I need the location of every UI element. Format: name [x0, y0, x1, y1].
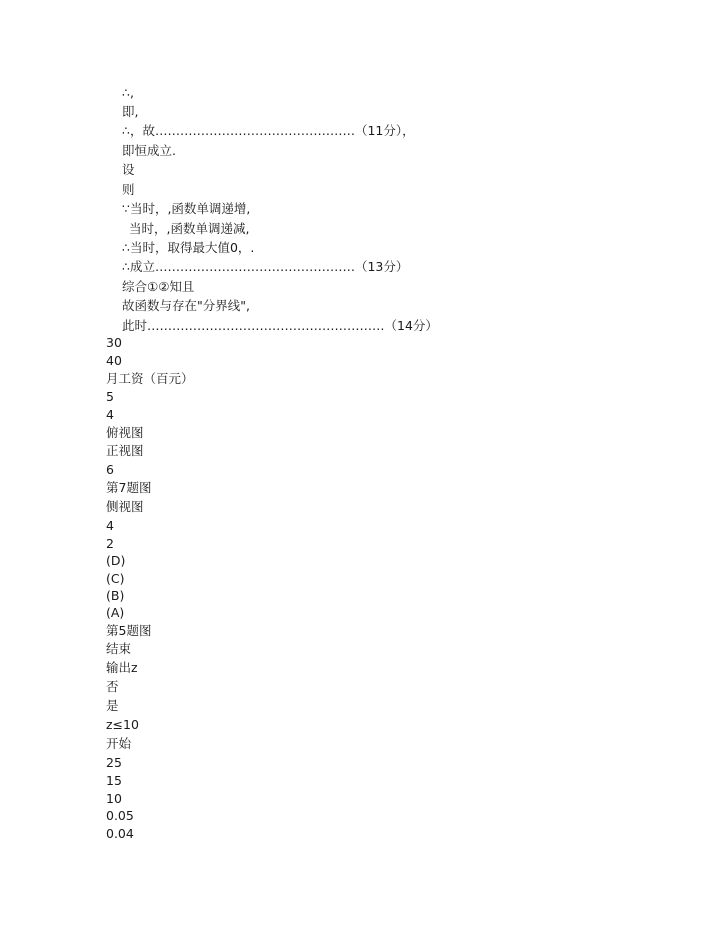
figure-label: 第5题图	[106, 623, 152, 638]
figure-label: 正视图	[106, 443, 144, 458]
figure-label: 俯视图	[106, 425, 144, 440]
proof-line: 则	[122, 182, 135, 197]
figure-label: 输出z	[106, 660, 138, 675]
proof-line: ∴,	[122, 85, 134, 100]
figure-label: 开始	[106, 736, 132, 751]
proof-line: 此时…………………………………………………（14分）	[122, 318, 438, 333]
proof-line: 即,	[122, 104, 139, 119]
figure-label: 0.04	[106, 826, 134, 841]
proof-line: ∴当时，取得最大值0，.	[122, 240, 255, 255]
figure-label: 否	[106, 679, 119, 694]
figure-label: 6	[106, 462, 114, 477]
figure-label: 0.05	[106, 808, 134, 823]
figure-label: (B)	[106, 588, 125, 603]
proof-line: 即恒成立.	[122, 143, 176, 158]
proof-line: ∵当时，,函数单调递增,	[122, 201, 251, 216]
figure-label: (D)	[106, 553, 126, 568]
proof-line: 综合①②知且	[122, 279, 195, 294]
figure-label: 15	[106, 773, 122, 788]
proof-line: 当时，,函数单调递减,	[129, 221, 250, 236]
proof-line: 设	[122, 162, 135, 177]
figure-label: 结束	[106, 641, 132, 656]
figure-label: 2	[106, 536, 114, 551]
proof-line: ∴，故…………………………………………（11分），	[122, 123, 415, 138]
figure-label: (C)	[106, 571, 125, 586]
figure-label: 侧视图	[106, 499, 144, 514]
proof-line: 故函数与存在"分界线",	[122, 298, 250, 313]
figure-label: 第7题图	[106, 480, 152, 495]
figure-label: 10	[106, 791, 122, 806]
figure-label: (A)	[106, 605, 125, 620]
figure-label: 40	[106, 353, 122, 368]
figure-label: 5	[106, 389, 114, 404]
figure-label: 是	[106, 698, 119, 713]
figure-label: 4	[106, 407, 114, 422]
figure-label: z≤10	[106, 717, 139, 732]
figure-label: 30	[106, 335, 122, 350]
figure-label: 4	[106, 518, 114, 533]
figure-label: 月工资（百元）	[106, 371, 194, 386]
proof-line: ∴成立…………………………………………（13分）	[122, 259, 409, 274]
figure-label: 25	[106, 755, 122, 770]
